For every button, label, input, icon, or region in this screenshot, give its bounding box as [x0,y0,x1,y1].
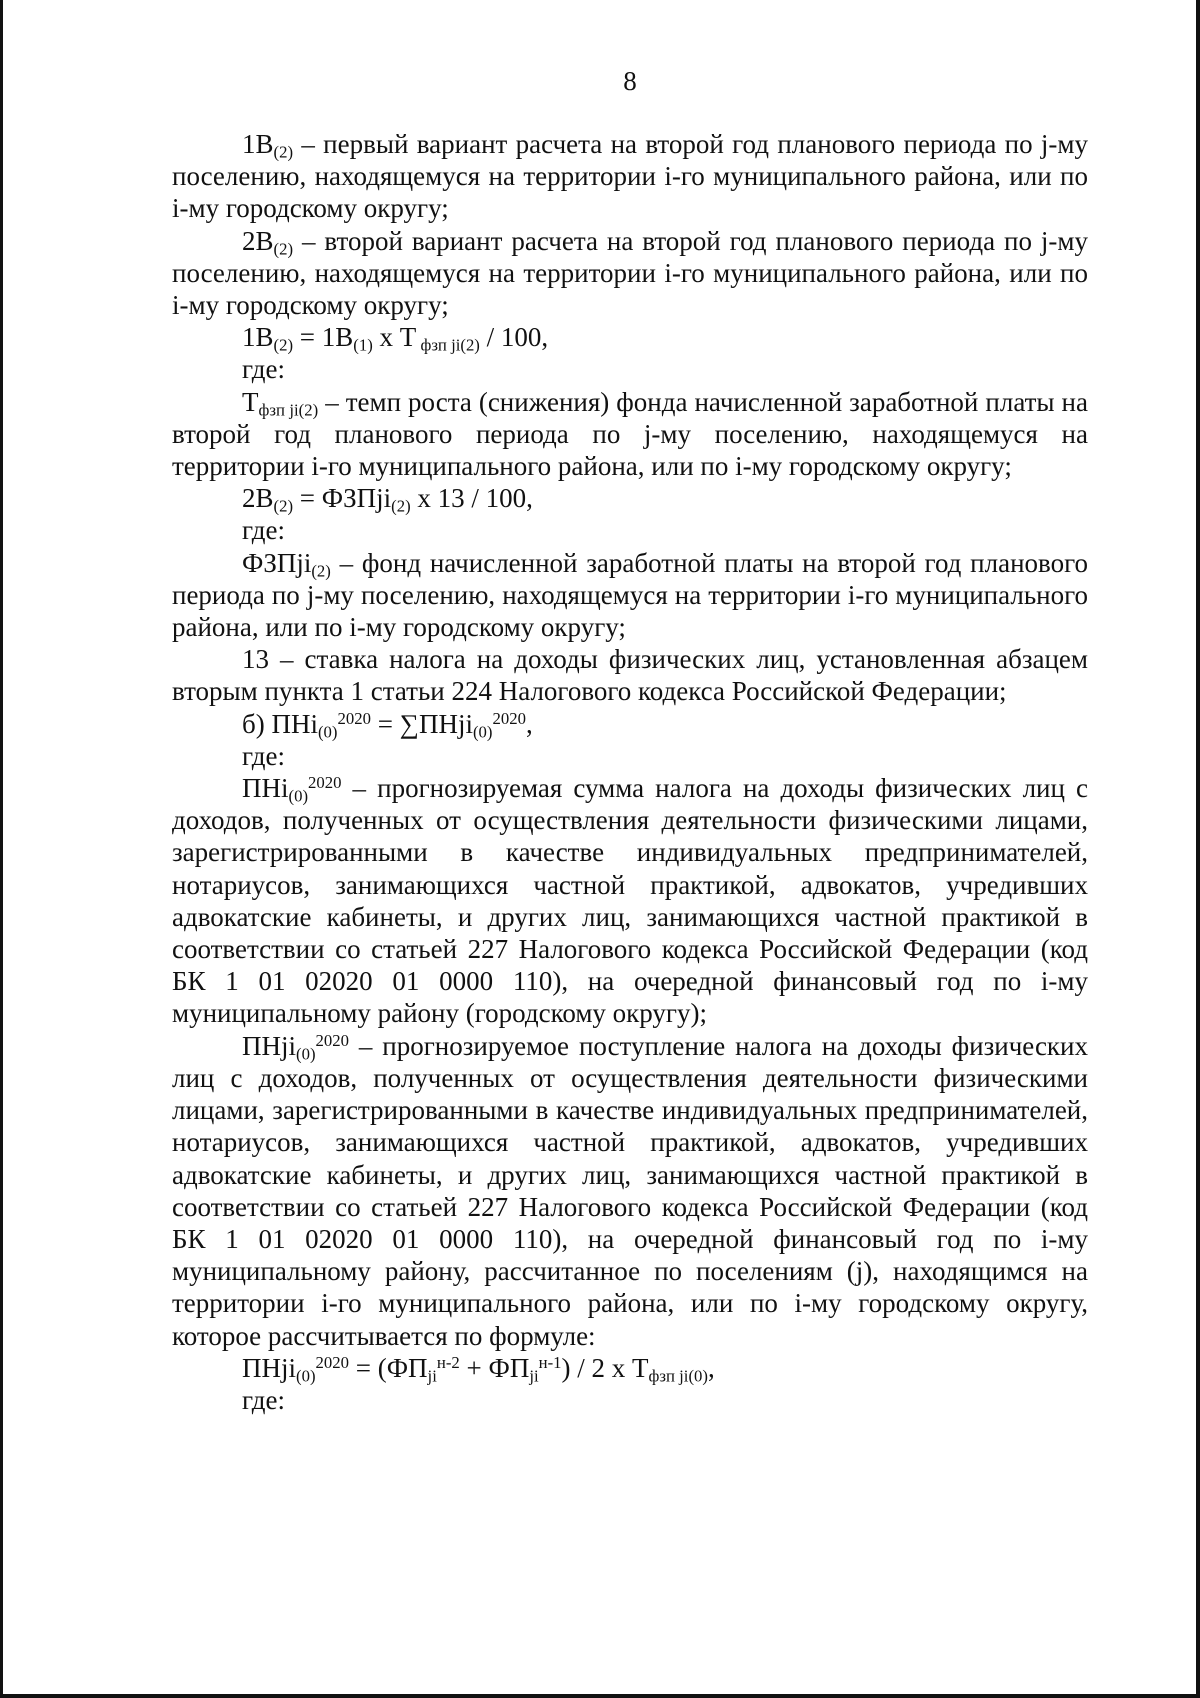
scan-border-left [0,0,3,1698]
where-label: где: [242,740,285,771]
definition-pnji: ПНji$_{(0)}^{2020}$ – прогнозируемое поступление налога на доходы физических лиц с доходов, полученных от осуществления деятельности физическими лицами, зарегистрированными в качестве индивидуальных предпринимателей, нотариусов, занимающихся частной практикой, адвокатов, учредивших адвокатские кабинеты, и других лиц, занимающихся частной практикой в соответствии со статьей 227 Налогового кодекса Российской Федерации (код БК 1 01 02020 01 0000 110), на очередной финансовый год по i-му муниципальному району, рассчитанное по поселениям (j), находящимся на территории i-го муниципального района, или по i-му городскому округу, которое рассчитывается по формуле: [172,1030,1088,1351]
definition-1v2: $1В_{(2)}$ – первый вариант расчета на второй год планового периода по j-му поселению, находящемуся на территории i-го муниципального района, или по i-му городскому округу; [172,129,1088,224]
scan-border-right [1196,0,1200,1698]
definition-t-fzp: $Т_{фзп ji(2)}$ – темп роста (снижения) фонда начисленной заработной платы на второй год планового периода по j-му поселению, находящемуся на территории i-го муниципального района, или по i-му городскому округу; [172,386,1088,482]
definition-tax-rate: 13 – ставка налога на доходы физических лиц, установленная абзацем вторым пункта 1 статьи 224 Налогового кодекса Российской Федерации; [172,644,1088,707]
definition-fzp: ФЗПji$_{(2)}$ – фонд начисленной заработной платы на второй год планового периода по j-му поселению, находящемуся на территории i-го муниципального района, или по i-му городскому округу; [172,547,1088,643]
where-label: где: [242,354,285,385]
formula-2v2: $2В_{(2)}$ = ФЗПji$_{(2)}$ х 13 / 100, [242,483,533,516]
where-label: где: [242,1384,285,1415]
definition-pni: ПНi$_{(0)}^{2020}$ – прогнозируемая сумма налога на доходы физических лиц с доходов, полученных от осуществления деятельности физическими лицами, зарегистрированными в качестве индивидуальных предпринимателей, нотариусов, занимающихся частной практикой, адвокатов, учредивших адвокатские кабинеты, и других лиц, занимающихся частной практикой в соответствии со статьей 227 Налогового кодекса Российской Федерации (код БК 1 01 02020 01 0000 110), на очередной финансовый год по i-му муниципальному району (городскому округу); [172,772,1088,1029]
formula-pni: б) ПНi$_{(0)}^{2020}$ = ∑ПНji$_{(0)}^{2020}$, [242,708,533,742]
formula-1v2: $1В_{(2)} = 1В_{(1)}$ х Т $_{фзп ji(2)}$ / 100, [242,322,549,355]
page-number: 8 [623,66,637,96]
where-label: где: [242,515,285,546]
definition-2v2: $2В_{(2)}$ – второй вариант расчета на второй год планового периода по j-му поселению, находящемуся на территории i-го муниципального района, или по i-му городскому округу; [172,225,1088,321]
document-body [172,128,1088,1416]
scan-border-bottom [0,1694,1200,1698]
formula-pnji: ПНji$_{(0)}^{2020}$ = $(ФП_{ji}^{н-2} + ФП_{ji}^{н-1}) / 2$ х $Т_{фзп ji(0)}$, [242,1352,715,1386]
